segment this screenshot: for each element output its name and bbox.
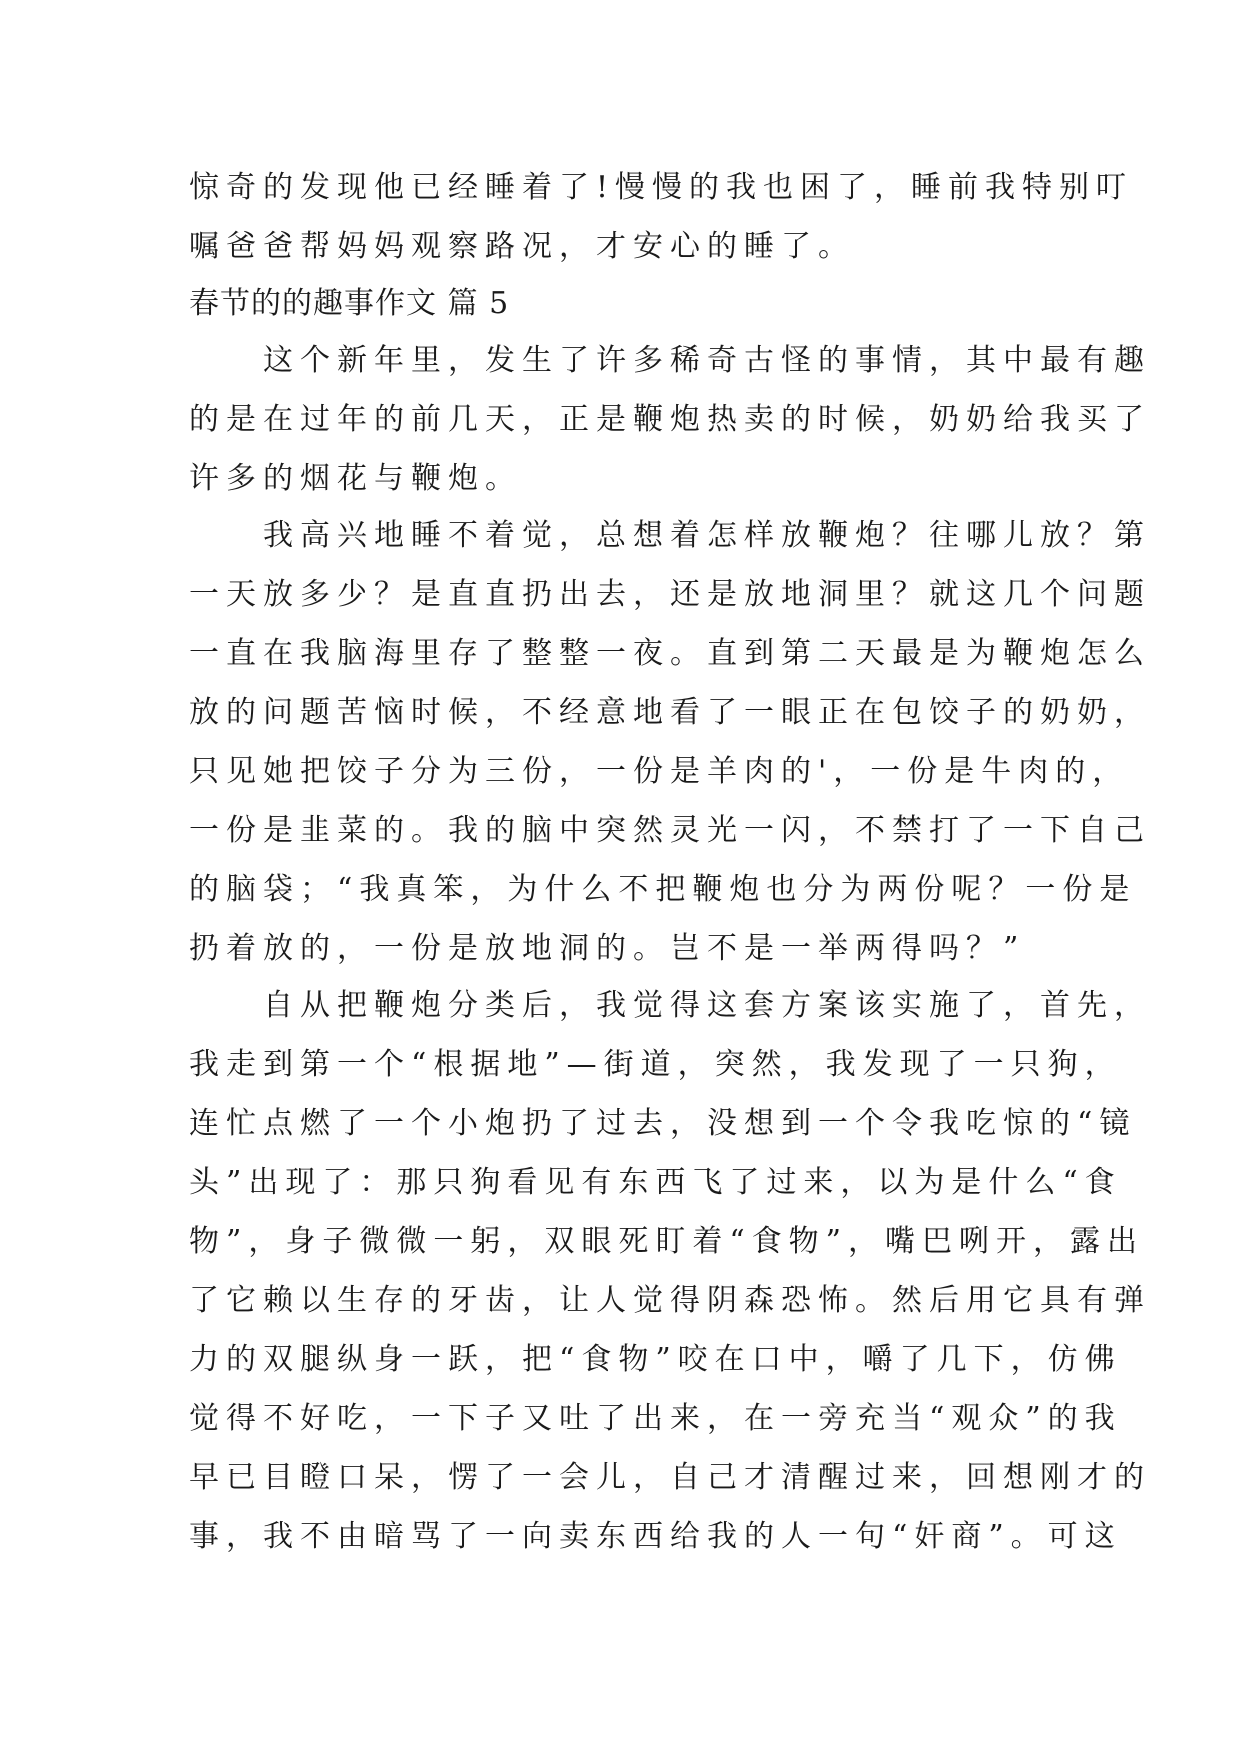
text-line: 放的问题苦恼时候，不经意地看了一眼正在包饺子的奶奶，	[189, 695, 1151, 730]
text-line: 了它赖以生存的牙齿，让人觉得阴森恐怖。然后用它具有弹	[189, 1283, 1151, 1318]
text-line: 嘱爸爸帮妈妈观察路况，才安心的睡了。	[189, 229, 855, 264]
text-line: 一份是韭菜的。我的脑中突然灵光一闪，不禁打了一下自己	[189, 813, 1151, 848]
text-line: 惊奇的发现他已经睡着了!慢慢的我也困了，睡前我特别叮	[189, 170, 1134, 205]
text-line: 一直在我脑海里存了整整一夜。直到第二天最是为鞭炮怎么	[189, 636, 1151, 671]
text-line: 事，我不由暗骂了一向卖东西给我的人一句“奸商”。可这	[189, 1519, 1122, 1554]
text-line: 早已目瞪口呆，愣了一会儿，自己才清醒过来，回想刚才的	[189, 1460, 1151, 1495]
text-line: 连忙点燃了一个小炮扔了过去，没想到一个令我吃惊的“镜	[189, 1106, 1137, 1141]
text-line: 的是在过年的前几天，正是鞭炮热卖的时候，奶奶给我买了	[189, 402, 1151, 437]
section-title: 春节的的趣事作文 篇 5	[189, 286, 510, 321]
text-line: 物”，身子微微一躬，双眼死盯着“食物”，嘴巴咧开，露出	[189, 1224, 1145, 1259]
text-line: 力的双腿纵身一跃，把“食物”咬在口中，嚼了几下，仿佛	[189, 1342, 1122, 1377]
text-line: 这个新年里，发生了许多稀奇古怪的事情，其中最有趣	[189, 343, 1151, 378]
text-line: 头”出现了：那只狗看见有东西飞了过来，以为是什么“食	[189, 1165, 1122, 1200]
text-line: 一天放多少？是直直扔出去，还是放地洞里？就这几个问题	[189, 577, 1151, 612]
text-line: 许多的烟花与鞭炮。	[189, 461, 522, 496]
text-line: 的脑袋；“我真笨，为什么不把鞭炮也分为两份呢？一份是	[189, 872, 1137, 907]
text-line: 自从把鞭炮分类后，我觉得这套方案该实施了，首先，	[189, 988, 1151, 1023]
text-line: 我高兴地睡不着觉，总想着怎样放鞭炮？往哪儿放？第	[189, 518, 1151, 553]
text-line: 我走到第一个“根据地”—街道，突然，我发现了一只狗，	[189, 1047, 1122, 1082]
text-line: 只见她把饺子分为三份，一份是羊肉的'，一份是牛肉的，	[189, 754, 1130, 789]
text-line: 觉得不好吃，一下子又吐了出来，在一旁充当“观众”的我	[189, 1401, 1122, 1436]
text-line: 扔着放的，一份是放地洞的。岂不是一举两得吗？”	[189, 931, 1026, 966]
